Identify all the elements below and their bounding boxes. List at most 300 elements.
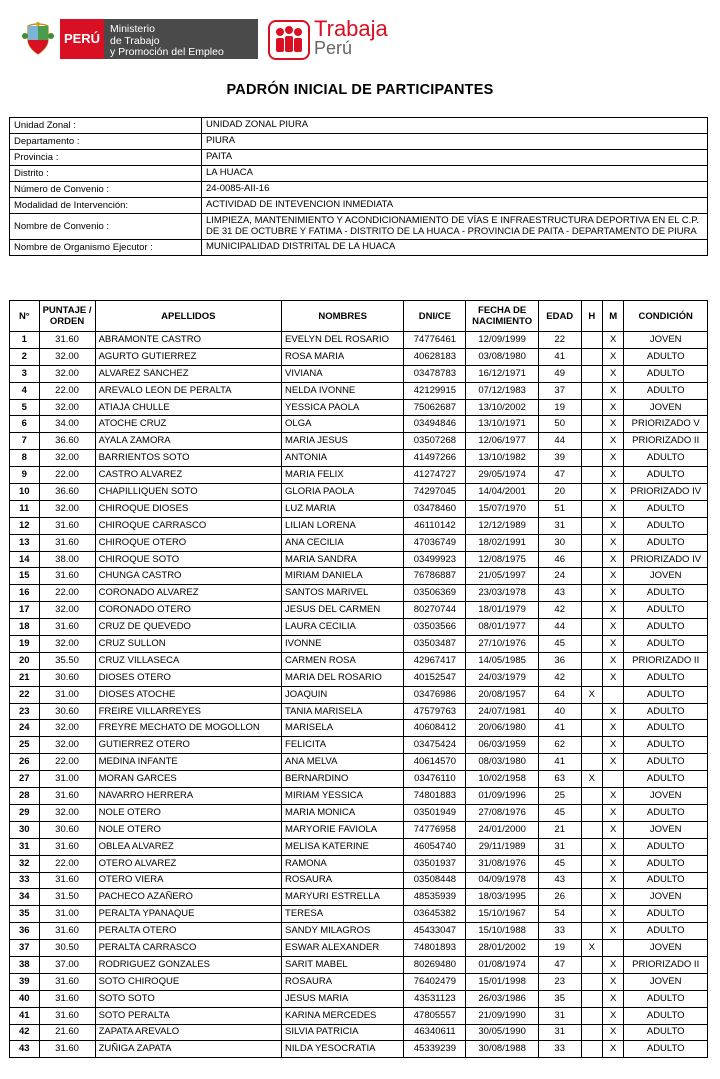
cell-number: 10 — [10, 484, 40, 501]
cell-number: 41 — [10, 1007, 40, 1024]
cell-dni: 41274727 — [404, 467, 466, 484]
cell-puntaje: 32.00 — [39, 399, 95, 416]
cell-h — [581, 348, 602, 365]
cell-puntaje: 32.00 — [39, 737, 95, 754]
cell-number: 29 — [10, 804, 40, 821]
table-row — [10, 517, 708, 534]
cell-m: X — [603, 720, 624, 737]
cell-number: 35 — [10, 906, 40, 923]
cell-dni: 40152547 — [404, 669, 466, 686]
cell-nombres: MIRIAM DANIELA — [282, 568, 404, 585]
cell-fecha: 24/01/2000 — [466, 821, 538, 838]
cell-h — [581, 838, 602, 855]
cell-dni: 76402479 — [404, 973, 466, 990]
cell-puntaje: 31.60 — [39, 534, 95, 551]
cell-h — [581, 652, 602, 669]
table-row — [10, 788, 708, 805]
cell-nombres: BERNARDINO — [282, 771, 404, 788]
cell-nombres: JESUS DEL CARMEN — [282, 602, 404, 619]
cell-nombres: KARINA MERCEDES — [282, 1007, 404, 1024]
cell-condicion: ADULTO — [624, 365, 708, 382]
info-row — [10, 134, 708, 150]
cell-fecha: 04/09/1978 — [466, 872, 538, 889]
cell-number: 31 — [10, 838, 40, 855]
page-title: PADRÓN INICIAL DE PARTICIPANTES — [226, 82, 494, 98]
cell-apellidos: FREIRE VILLARREYES — [95, 703, 281, 720]
cell-edad: 33 — [538, 923, 581, 940]
cell-puntaje: 22.00 — [39, 855, 95, 872]
cell-edad: 43 — [538, 585, 581, 602]
table-row — [10, 720, 708, 737]
cell-puntaje: 31.60 — [39, 990, 95, 1007]
cell-fecha: 08/03/1980 — [466, 754, 538, 771]
table-row — [10, 636, 708, 653]
cell-dni: 46110142 — [404, 517, 466, 534]
cell-edad: 35 — [538, 990, 581, 1007]
cell-fecha: 01/08/1974 — [466, 956, 538, 973]
cell-nombres: IVONNE — [282, 636, 404, 653]
table-row — [10, 754, 708, 771]
info-label: Número de Convenio : — [10, 182, 202, 198]
cell-fecha: 14/04/2001 — [466, 484, 538, 501]
cell-edad: 42 — [538, 669, 581, 686]
cell-h — [581, 450, 602, 467]
cell-m: X — [603, 433, 624, 450]
col-apellidos: APELLIDOS — [95, 301, 281, 332]
table-row — [10, 956, 708, 973]
cell-dni: 03501949 — [404, 804, 466, 821]
cell-fecha: 20/08/1957 — [466, 686, 538, 703]
col-fecha: FECHA DE NACIMIENTO — [466, 301, 538, 332]
table-header-row — [10, 301, 708, 332]
table-row — [10, 771, 708, 788]
table-row — [10, 652, 708, 669]
cell-condicion: ADULTO — [624, 737, 708, 754]
cell-apellidos: PERALTA CARRASCO — [95, 940, 281, 957]
cell-edad: 45 — [538, 804, 581, 821]
cell-apellidos: OBLEA ALVAREZ — [95, 838, 281, 855]
cell-condicion: PRIORIZADO V — [624, 416, 708, 433]
cell-fecha: 30/05/1990 — [466, 1024, 538, 1041]
cell-dni: 03478783 — [404, 365, 466, 382]
info-value: LA HUACA — [202, 166, 708, 182]
cell-number: 36 — [10, 923, 40, 940]
cell-m: X — [603, 365, 624, 382]
cell-edad: 49 — [538, 365, 581, 382]
cell-h — [581, 990, 602, 1007]
cell-h — [581, 1041, 602, 1058]
cell-number: 23 — [10, 703, 40, 720]
cell-dni: 41497266 — [404, 450, 466, 467]
table-row — [10, 889, 708, 906]
cell-puntaje: 32.00 — [39, 500, 95, 517]
cell-fecha: 03/08/1980 — [466, 348, 538, 365]
cell-puntaje: 38.00 — [39, 551, 95, 568]
cell-m: X — [603, 399, 624, 416]
cell-apellidos: CHIROQUE CARRASCO — [95, 517, 281, 534]
cell-nombres: MARIA MONICA — [282, 804, 404, 821]
cell-apellidos: SOTO CHIROQUE — [95, 973, 281, 990]
cell-m: X — [603, 348, 624, 365]
people-icon — [268, 20, 310, 60]
info-label: Nombre de Convenio : — [10, 214, 202, 240]
cell-m: X — [603, 821, 624, 838]
info-value: 24-0085-AII-16 — [202, 182, 708, 198]
cell-apellidos: GUTIERREZ OTERO — [95, 737, 281, 754]
table-row — [10, 348, 708, 365]
cell-condicion: ADULTO — [624, 636, 708, 653]
cell-apellidos: BARRIENTOS SOTO — [95, 450, 281, 467]
cell-h — [581, 534, 602, 551]
cell-m — [603, 686, 624, 703]
cell-number: 27 — [10, 771, 40, 788]
cell-puntaje: 21.60 — [39, 1024, 95, 1041]
cell-number: 19 — [10, 636, 40, 653]
info-value: MUNICIPALIDAD DISTRITAL DE LA HUACA — [202, 240, 708, 256]
cell-fecha: 21/05/1997 — [466, 568, 538, 585]
cell-puntaje: 36.60 — [39, 484, 95, 501]
cell-dni: 74801893 — [404, 940, 466, 957]
cell-m: X — [603, 754, 624, 771]
cell-puntaje: 32.00 — [39, 804, 95, 821]
cell-nombres: MARISELA — [282, 720, 404, 737]
cell-puntaje: 30.60 — [39, 669, 95, 686]
cell-edad: 47 — [538, 956, 581, 973]
cell-apellidos: NOLE OTERO — [95, 804, 281, 821]
cell-edad: 39 — [538, 450, 581, 467]
cell-h — [581, 754, 602, 771]
cell-edad: 46 — [538, 551, 581, 568]
cell-h — [581, 720, 602, 737]
cell-fecha: 15/10/1967 — [466, 906, 538, 923]
cell-fecha: 07/12/1983 — [466, 382, 538, 399]
cell-puntaje: 31.60 — [39, 838, 95, 855]
cell-condicion: ADULTO — [624, 703, 708, 720]
peru-label: PERÚ — [60, 19, 104, 59]
cell-fecha: 27/08/1976 — [466, 804, 538, 821]
cell-h — [581, 821, 602, 838]
cell-edad: 62 — [538, 737, 581, 754]
cell-edad: 50 — [538, 416, 581, 433]
cell-puntaje: 30.50 — [39, 940, 95, 957]
cell-condicion: ADULTO — [624, 720, 708, 737]
cell-dni: 03503487 — [404, 636, 466, 653]
cell-number: 24 — [10, 720, 40, 737]
cell-condicion: PRIORIZADO II — [624, 956, 708, 973]
cell-h — [581, 788, 602, 805]
cell-apellidos: AREVALO LEON DE PERALTA — [95, 382, 281, 399]
table-row — [10, 568, 708, 585]
cell-edad: 47 — [538, 467, 581, 484]
cell-fecha: 18/02/1991 — [466, 534, 538, 551]
cell-number: 21 — [10, 669, 40, 686]
cell-apellidos: CRUZ VILLASECA — [95, 652, 281, 669]
cell-nombres: MARIA FELIX — [282, 467, 404, 484]
cell-number: 33 — [10, 872, 40, 889]
cell-fecha: 26/03/1986 — [466, 990, 538, 1007]
cell-apellidos: CRUZ DE QUEVEDO — [95, 619, 281, 636]
cell-puntaje: 32.00 — [39, 450, 95, 467]
cell-m: X — [603, 973, 624, 990]
cell-number: 14 — [10, 551, 40, 568]
cell-m: X — [603, 1041, 624, 1058]
table-row — [10, 332, 708, 349]
cell-number: 34 — [10, 889, 40, 906]
cell-apellidos: ZUÑIGA ZAPATA — [95, 1041, 281, 1058]
cell-dni: 03645382 — [404, 906, 466, 923]
table-row — [10, 990, 708, 1007]
cell-fecha: 15/10/1988 — [466, 923, 538, 940]
cell-condicion: ADULTO — [624, 1024, 708, 1041]
cell-apellidos: SOTO PERALTA — [95, 1007, 281, 1024]
cell-condicion: ADULTO — [624, 450, 708, 467]
cell-m: X — [603, 652, 624, 669]
cell-edad: 45 — [538, 855, 581, 872]
cell-condicion: ADULTO — [624, 990, 708, 1007]
cell-h — [581, 923, 602, 940]
cell-apellidos: CHIROQUE SOTO — [95, 551, 281, 568]
cell-dni: 43531123 — [404, 990, 466, 1007]
cell-dni: 03501937 — [404, 855, 466, 872]
table-row — [10, 1024, 708, 1041]
table-row — [10, 399, 708, 416]
cell-condicion: ADULTO — [624, 804, 708, 821]
table-row — [10, 940, 708, 957]
cell-apellidos: PERALTA OTERO — [95, 923, 281, 940]
cell-h — [581, 636, 602, 653]
cell-apellidos: DIOSES OTERO — [95, 669, 281, 686]
cell-puntaje: 31.60 — [39, 517, 95, 534]
cell-nombres: TERESA — [282, 906, 404, 923]
info-value: LIMPIEZA, MANTENIMIENTO Y ACONDICIONAMIENTO DE VÍAS E INFRAESTRUCTURA DEPORTIVA EN EL C.P. DE 31 DE OCTUBRE Y FATIMA - DISTRITO DE LA HUACA - PROVINCIA DE PAITA - DEPARTAMENTO DE PIURA — [202, 214, 708, 240]
cell-condicion: ADULTO — [624, 517, 708, 534]
cell-fecha: 29/05/1974 — [466, 467, 538, 484]
info-row — [10, 240, 708, 256]
cell-apellidos: CHIROQUE OTERO — [95, 534, 281, 551]
cell-number: 3 — [10, 365, 40, 382]
cell-puntaje: 32.00 — [39, 720, 95, 737]
cell-edad: 31 — [538, 1024, 581, 1041]
cell-nombres: LILIAN LORENA — [282, 517, 404, 534]
cell-fecha: 30/08/1988 — [466, 1041, 538, 1058]
cell-h — [581, 804, 602, 821]
cell-fecha: 28/01/2002 — [466, 940, 538, 957]
cell-h — [581, 500, 602, 517]
cell-dni: 03499923 — [404, 551, 466, 568]
cell-fecha: 12/12/1989 — [466, 517, 538, 534]
cell-fecha: 12/06/1977 — [466, 433, 538, 450]
cell-m: X — [603, 585, 624, 602]
cell-condicion: PRIORIZADO IV — [624, 484, 708, 501]
cell-condicion: JOVEN — [624, 399, 708, 416]
info-row — [10, 118, 708, 134]
cell-edad: 44 — [538, 619, 581, 636]
table-row — [10, 669, 708, 686]
table-row — [10, 923, 708, 940]
cell-condicion: JOVEN — [624, 889, 708, 906]
cell-number: 8 — [10, 450, 40, 467]
cell-puntaje: 31.60 — [39, 788, 95, 805]
cell-puntaje: 31.60 — [39, 973, 95, 990]
cell-dni: 40614570 — [404, 754, 466, 771]
cell-apellidos: ALVAREZ SANCHEZ — [95, 365, 281, 382]
cell-puntaje: 35.50 — [39, 652, 95, 669]
cell-condicion: ADULTO — [624, 382, 708, 399]
cell-m: X — [603, 484, 624, 501]
cell-puntaje: 30.60 — [39, 703, 95, 720]
cell-h — [581, 703, 602, 720]
cell-fecha: 13/10/1971 — [466, 416, 538, 433]
cell-h — [581, 889, 602, 906]
table-row — [10, 686, 708, 703]
cell-condicion: ADULTO — [624, 585, 708, 602]
cell-dni: 45339239 — [404, 1041, 466, 1058]
cell-h — [581, 737, 602, 754]
table-row — [10, 467, 708, 484]
info-label: Unidad Zonal : — [10, 118, 202, 134]
cell-dni: 40628183 — [404, 348, 466, 365]
cell-dni: 74297045 — [404, 484, 466, 501]
cell-h — [581, 956, 602, 973]
cell-m: X — [603, 889, 624, 906]
cell-apellidos: FREYRE MECHATO DE MOGOLLON — [95, 720, 281, 737]
cell-number: 43 — [10, 1041, 40, 1058]
cell-condicion: ADULTO — [624, 771, 708, 788]
cell-m: X — [603, 568, 624, 585]
cell-h — [581, 467, 602, 484]
cell-puntaje: 31.60 — [39, 619, 95, 636]
cell-dni: 03494846 — [404, 416, 466, 433]
convenio-info-table — [9, 117, 708, 256]
table-row — [10, 484, 708, 501]
cell-puntaje: 22.00 — [39, 382, 95, 399]
cell-edad: 31 — [538, 838, 581, 855]
ministry-name: Ministerio de Trabajo y Promoción del Empleo — [104, 19, 258, 59]
cell-fecha: 31/08/1976 — [466, 855, 538, 872]
cell-number: 2 — [10, 348, 40, 365]
cell-h — [581, 1024, 602, 1041]
cell-m: X — [603, 619, 624, 636]
cell-condicion: PRIORIZADO II — [624, 433, 708, 450]
cell-apellidos: CHAPILLIQUEN SOTO — [95, 484, 281, 501]
info-value: PIURA — [202, 134, 708, 150]
cell-number: 42 — [10, 1024, 40, 1041]
cell-fecha: 15/07/1970 — [466, 500, 538, 517]
cell-condicion: ADULTO — [624, 1007, 708, 1024]
cell-nombres: ANTONIA — [282, 450, 404, 467]
ministry-logo — [60, 19, 258, 59]
cell-nombres: MELISA KATERINE — [282, 838, 404, 855]
cell-m: X — [603, 990, 624, 1007]
table-row — [10, 1007, 708, 1024]
cell-nombres: MARIA DEL ROSARIO — [282, 669, 404, 686]
cell-dni: 80269480 — [404, 956, 466, 973]
cell-nombres: OLGA — [282, 416, 404, 433]
cell-m: X — [603, 703, 624, 720]
table-row — [10, 906, 708, 923]
table-row — [10, 872, 708, 889]
cell-nombres: LUZ MARIA — [282, 500, 404, 517]
cell-fecha: 24/07/1981 — [466, 703, 538, 720]
cell-dni: 46054740 — [404, 838, 466, 855]
cell-puntaje: 30.60 — [39, 821, 95, 838]
table-row — [10, 804, 708, 821]
trabaja-peru-logo: Trabaja Perú — [268, 18, 388, 62]
cell-puntaje: 31.60 — [39, 332, 95, 349]
cell-m: X — [603, 551, 624, 568]
cell-m: X — [603, 788, 624, 805]
table-row — [10, 416, 708, 433]
cell-fecha: 23/03/1978 — [466, 585, 538, 602]
cell-edad: 36 — [538, 652, 581, 669]
cell-nombres: SILVIA PATRICIA — [282, 1024, 404, 1041]
cell-dni: 42129915 — [404, 382, 466, 399]
cell-h — [581, 585, 602, 602]
cell-puntaje: 32.00 — [39, 602, 95, 619]
cell-nombres: TANIA MARISELA — [282, 703, 404, 720]
cell-dni: 42967417 — [404, 652, 466, 669]
cell-number: 16 — [10, 585, 40, 602]
info-label: Provincia : — [10, 150, 202, 166]
cell-puntaje: 31.60 — [39, 923, 95, 940]
cell-m: X — [603, 332, 624, 349]
cell-dni: 47036749 — [404, 534, 466, 551]
cell-apellidos: CASTRO ALVAREZ — [95, 467, 281, 484]
cell-apellidos: CHIROQUE DIOSES — [95, 500, 281, 517]
cell-nombres: ANA CECILIA — [282, 534, 404, 551]
cell-edad: 22 — [538, 332, 581, 349]
cell-edad: 44 — [538, 433, 581, 450]
cell-h — [581, 568, 602, 585]
info-row — [10, 182, 708, 198]
col-nombres: NOMBRES — [282, 301, 404, 332]
cell-edad: 63 — [538, 771, 581, 788]
cell-apellidos: ATOCHE CRUZ — [95, 416, 281, 433]
cell-number: 28 — [10, 788, 40, 805]
cell-dni: 03478460 — [404, 500, 466, 517]
cell-dni: 47805557 — [404, 1007, 466, 1024]
table-row — [10, 838, 708, 855]
cell-apellidos: CRUZ SULLON — [95, 636, 281, 653]
cell-puntaje: 31.50 — [39, 889, 95, 906]
col-edad: EDAD — [538, 301, 581, 332]
cell-number: 40 — [10, 990, 40, 1007]
cell-h: X — [581, 686, 602, 703]
cell-m: X — [603, 855, 624, 872]
cell-edad: 64 — [538, 686, 581, 703]
cell-puntaje: 31.00 — [39, 771, 95, 788]
cell-puntaje: 31.60 — [39, 568, 95, 585]
cell-fecha: 29/11/1989 — [466, 838, 538, 855]
cell-nombres: MARIA SANDRA — [282, 551, 404, 568]
cell-nombres: RAMONA — [282, 855, 404, 872]
cell-fecha: 06/03/1959 — [466, 737, 538, 754]
cell-edad: 43 — [538, 872, 581, 889]
info-value: ACTIVIDAD DE INTEVENCION INMEDIATA — [202, 198, 708, 214]
cell-apellidos: AGURTO GUTIERREZ — [95, 348, 281, 365]
cell-edad: 31 — [538, 1007, 581, 1024]
cell-apellidos: NOLE OTERO — [95, 821, 281, 838]
cell-h — [581, 517, 602, 534]
cell-edad: 30 — [538, 534, 581, 551]
cell-nombres: YESSICA PAOLA — [282, 399, 404, 416]
cell-apellidos: PERALTA YPANAQUE — [95, 906, 281, 923]
cell-condicion: ADULTO — [624, 906, 708, 923]
peru-coat-of-arms-icon — [22, 22, 54, 56]
cell-number: 30 — [10, 821, 40, 838]
cell-nombres: SANTOS MARIVEL — [282, 585, 404, 602]
cell-nombres: JESUS MARIA — [282, 990, 404, 1007]
